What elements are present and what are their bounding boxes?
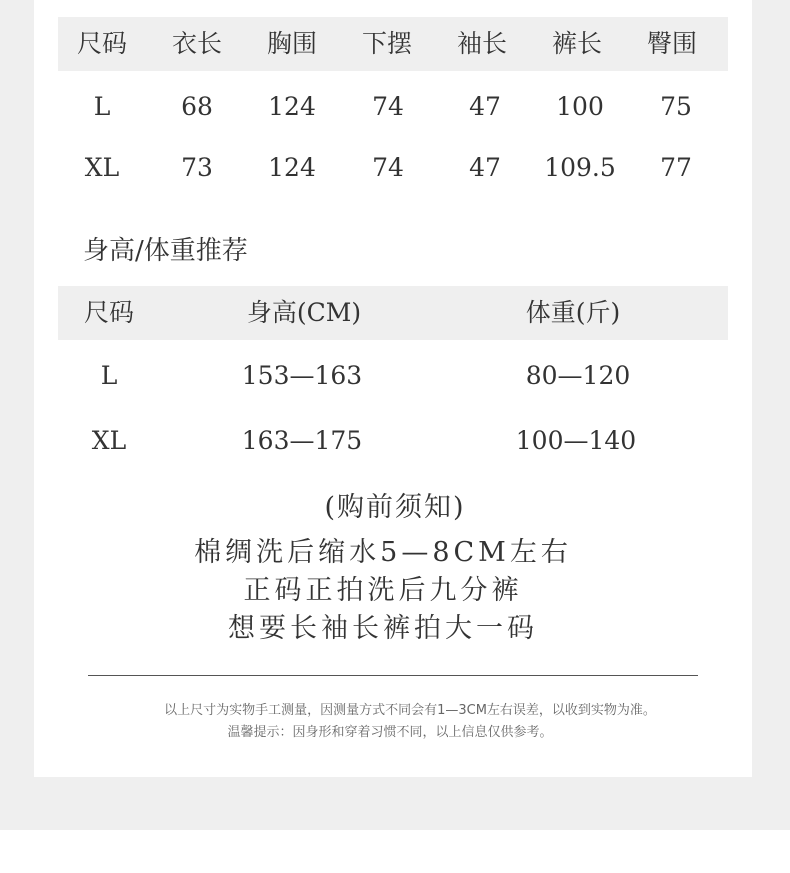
cell-chest: 124 xyxy=(268,92,316,121)
header-length: 衣长 xyxy=(171,29,223,58)
header-size: 尺码 xyxy=(76,29,128,58)
cell-size: XL xyxy=(91,426,127,455)
cell-hip: 77 xyxy=(660,153,692,182)
table-row xyxy=(58,93,728,123)
header-weight: 体重(斤) xyxy=(525,298,621,327)
table-row xyxy=(58,427,728,457)
cell-height: 163—175 xyxy=(241,426,363,455)
cell-hem: 74 xyxy=(372,92,404,121)
cell-size: L xyxy=(100,361,118,390)
header-hem: 下摆 xyxy=(361,29,413,58)
cell-chest: 124 xyxy=(268,153,316,182)
cell-weight: 100—140 xyxy=(515,426,637,455)
divider xyxy=(88,675,698,676)
header-hip: 臀围 xyxy=(646,29,698,58)
notice-title: (购前须知) xyxy=(324,492,466,523)
cell-sleeve: 47 xyxy=(469,153,501,182)
cell-hem: 74 xyxy=(372,153,404,182)
header-pants-length: 裤长 xyxy=(551,29,603,58)
cell-sleeve: 47 xyxy=(469,92,501,121)
cell-size: L xyxy=(93,92,111,121)
footer-tip: 温馨提示：因身形和穿着习惯不同，以上信息仅供参考。 xyxy=(227,725,553,740)
cell-pants-length: 100 xyxy=(556,92,604,121)
header-chest: 胸围 xyxy=(266,29,318,58)
cell-size: XL xyxy=(84,153,120,182)
size-table-header xyxy=(58,17,728,71)
cell-hip: 75 xyxy=(660,92,692,121)
notice-line: 正码正拍洗后九分裤 xyxy=(243,575,523,606)
cell-length: 73 xyxy=(181,153,213,182)
header-sleeve: 袖长 xyxy=(456,29,508,58)
header-height: 身高(CM) xyxy=(246,298,362,327)
recommend-table-header xyxy=(58,286,728,340)
table-row xyxy=(58,362,728,392)
recommend-title: 身高/体重推荐 xyxy=(83,236,248,266)
header-size: 尺码 xyxy=(83,298,135,327)
table-row xyxy=(58,154,728,184)
footer-disclaimer: 以上尺寸为实物手工测量，因测量方式不同会有1—3CM左右误差，以收到实物为准。 xyxy=(164,703,656,718)
cell-length: 68 xyxy=(181,92,213,121)
notice-line: 棉绸洗后缩水5—8CM左右 xyxy=(194,537,572,568)
cell-pants-length: 109.5 xyxy=(544,153,616,182)
cell-weight: 80—120 xyxy=(525,361,631,390)
notice-line: 想要长袖长裤拍大一码 xyxy=(228,613,538,644)
cell-height: 153—163 xyxy=(241,361,363,390)
